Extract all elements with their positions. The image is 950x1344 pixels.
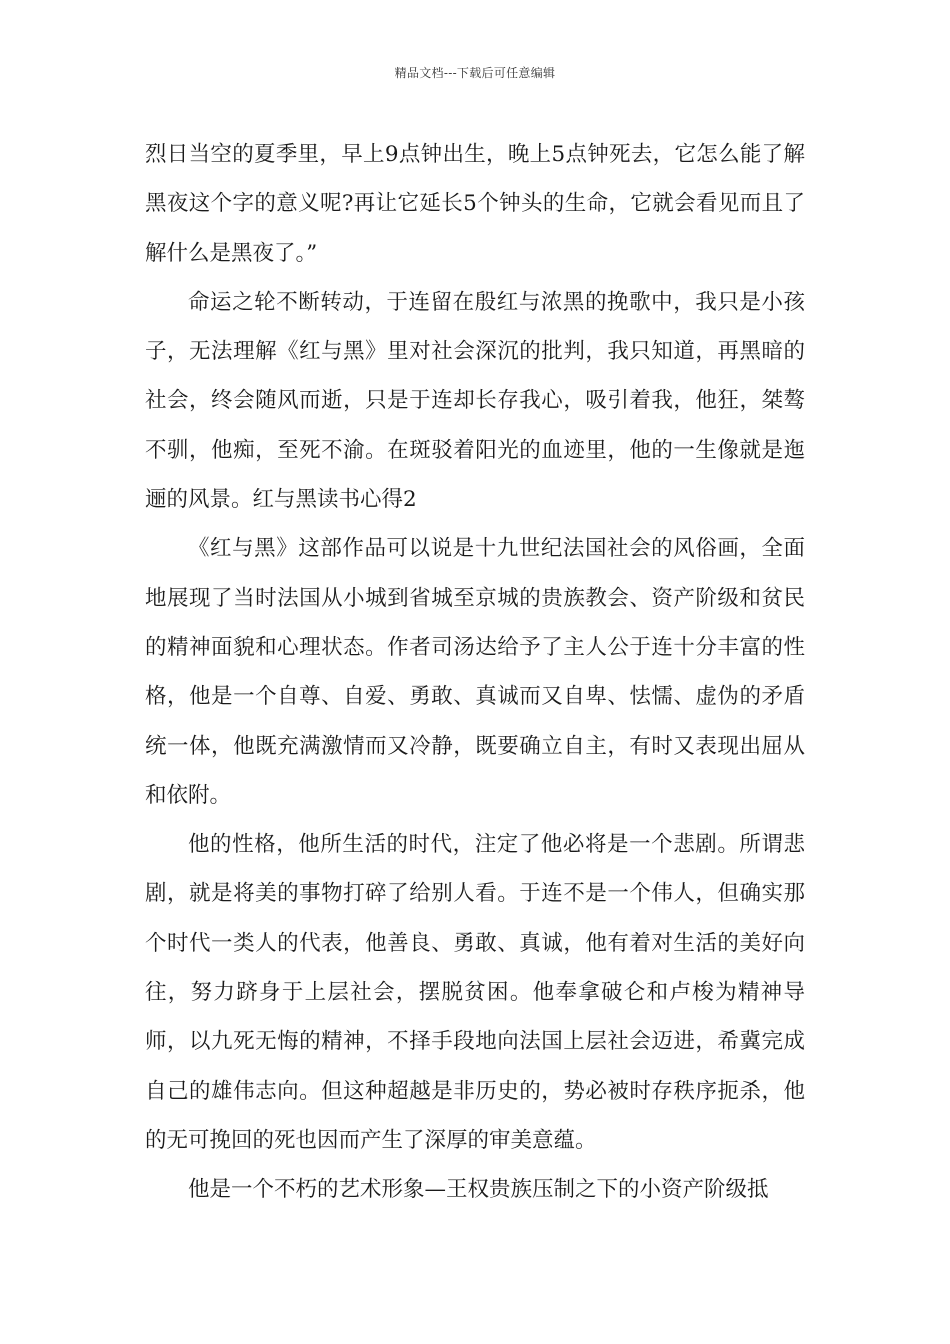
- page-header: 精品文档---下载后可任意编辑: [394, 66, 556, 80]
- paragraph: 他是一个不朽的艺术形象—王权贵族压制之下的小资产阶级抵: [188, 1177, 769, 1203]
- paragraph: 他的性格，他所生活的时代，注定了他必将是一个悲剧。所谓悲剧，就是将美的事物打碎了给别人看。于连不是一个伟人，但确实那个时代一类人的代表，他善良、勇敢、真诚，他有着对生活的美好向往，努力跻身于上层社会，摆脱贫困。他奉拿破仑和卢梭为精神导师，以九死无悔的精神，不择手段地向法国上层社会迈进，希冀完成自己的雄伟志向。但这种超越是非历史的，势必被时存秩序扼杀，他的无可挽回的死也因而产生了深厚的审美意蕴。: [145, 832, 805, 1153]
- paragraph: 《红与黑》这部作品可以说是十九世纪法国社会的风俗画，全面地展现了当时法国从小城到省城至京城的贵族教会、资产阶级和贫民的精神面貌和心理状态。作者司汤达给予了主人公于连十分丰富的性格，他是一个自尊、自爱、勇敢、真诚而又自卑、怯懦、虚伪的矛盾统一体，他既充满激情而又冷静，既要确立自主，有时又表现出屈从和依附。: [145, 536, 805, 808]
- document-body: [145, 130, 805, 1215]
- paragraph: 命运之轮不断转动，于连留在殷红与浓黑的挽歌中，我只是小孩子，无法理解《红与黑》里对社会深沉的批判，我只知道，再黑暗的社会，终会随风而逝，只是于连却长存我心，吸引着我，他狂，桀骜不驯，他痴，至死不渝。在斑驳着阳光的血迹里，他的一生像就是迤逦的风景。红与黑读书心得2: [145, 289, 805, 513]
- paragraph: 烈日当空的夏季里，早上9点钟出生，晚上5点钟死去，它怎么能了解黑夜这个字的意义呢?再让它延长5个钟头的生命，它就会看见而且了解什么是黑夜了。”: [145, 142, 805, 266]
